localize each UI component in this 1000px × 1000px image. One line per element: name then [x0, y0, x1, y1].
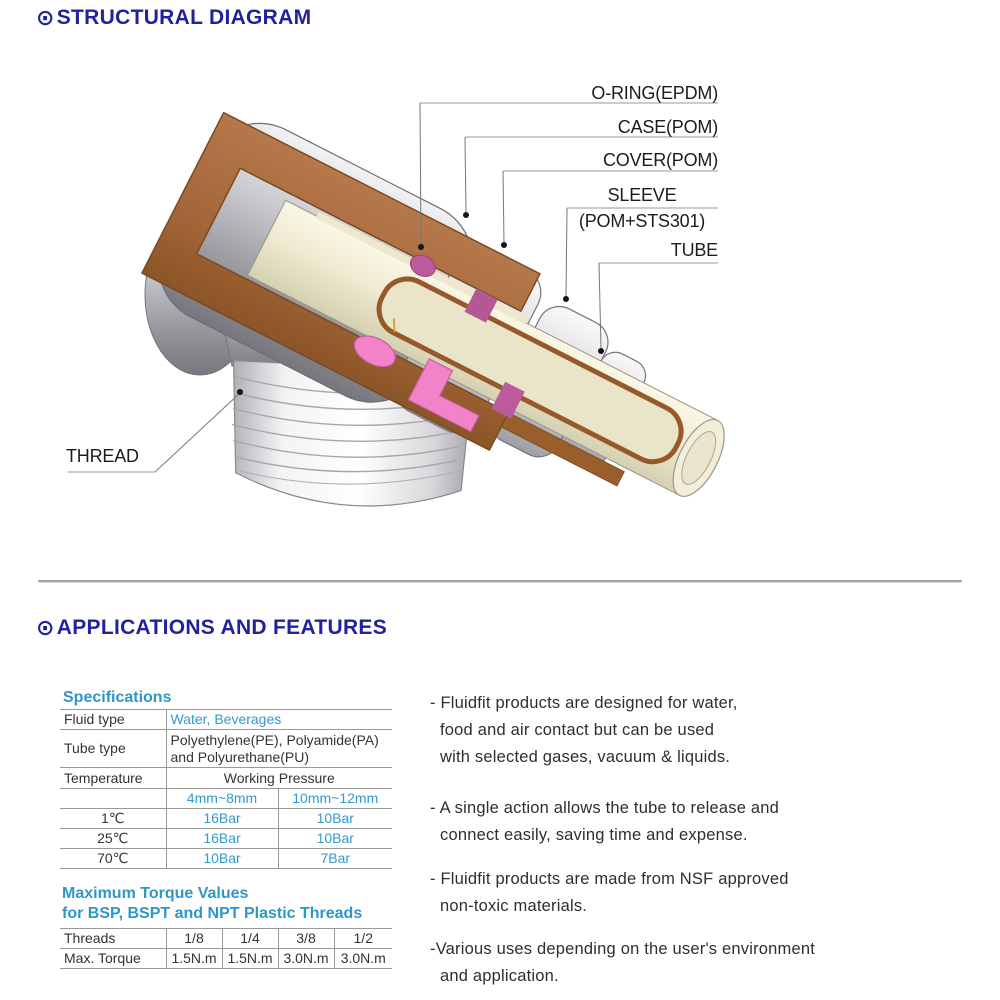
table-row: [60, 829, 392, 849]
leader-tube: [598, 263, 718, 354]
working-pressure-header: Working Pressure: [166, 768, 392, 789]
pressure-1c-small: 16Bar: [166, 809, 278, 829]
size-col1-header: 4mm~8mm: [166, 789, 278, 809]
tube-type-label: Tube type: [60, 730, 166, 768]
torque-title-line1: Maximum Torque Values: [62, 885, 249, 902]
fluid-type-value: Water, Beverages: [166, 710, 392, 730]
pressure-70c-small: 10Bar: [166, 849, 278, 869]
table-row: [60, 849, 392, 869]
torque-table: [60, 928, 392, 969]
feature-item: [430, 795, 779, 849]
feature-line: -Various uses depending on the user's environment: [430, 940, 816, 958]
torque-value-1: 1.5N.m: [166, 949, 222, 969]
label-case: CASE(POM): [617, 117, 718, 137]
label-sleeve-line1: SLEEVE: [607, 185, 677, 205]
label-tube: TUBE: [670, 240, 718, 260]
table-row: [60, 809, 392, 829]
thread-size-1: 1/8: [166, 929, 222, 949]
feature-line: connect easily, saving time and expense.: [440, 826, 748, 844]
tube-type-value-line1: Polyethylene(PE), Polyamide(PA): [170, 731, 379, 748]
specifications-table: [60, 709, 392, 869]
specifications-title: Specifications: [63, 689, 172, 706]
applications-heading: [36, 616, 387, 640]
size-col2-header: 10mm~12mm: [278, 789, 392, 809]
feature-item: [430, 690, 738, 771]
feature-line: - Fluidfit products are made from NSF approved: [430, 870, 789, 888]
target-circle-icon: ⊙: [36, 615, 55, 640]
table-row: [60, 710, 392, 730]
feature-item: [430, 936, 815, 990]
feature-line: - Fluidfit products are designed for water,: [430, 694, 738, 712]
fluid-type-label: Fluid type: [60, 710, 166, 730]
pressure-1c-large: 10Bar: [278, 809, 392, 829]
feature-line: with selected gases, vacuum & liquids.: [440, 748, 731, 766]
torque-title-line2: for BSP, BSPT and NPT Plastic Threads: [62, 905, 363, 922]
structural-diagram-title: STRUCTURAL DIAGRAM: [56, 6, 312, 29]
torque-value-3: 3.0N.m: [278, 949, 334, 969]
pressure-25c-large: 10Bar: [278, 829, 392, 849]
pressure-70c-large: 7Bar: [278, 849, 392, 869]
section-divider: [38, 580, 962, 582]
torque-title: [62, 884, 362, 924]
feature-item: [430, 866, 789, 920]
label-cover: COVER(POM): [602, 150, 718, 170]
torque-value-4: 3.0N.m: [334, 949, 392, 969]
label-sleeve: [566, 185, 718, 232]
temp-70c: 70℃: [60, 849, 166, 869]
empty-cell: [60, 789, 166, 809]
tube-type-value: [166, 730, 392, 768]
table-row: [60, 768, 392, 789]
max-torque-label: Max. Torque: [60, 949, 166, 969]
label-thread: THREAD: [66, 446, 139, 466]
torque-value-2: 1.5N.m: [222, 949, 278, 969]
temp-1c: 1℃: [60, 809, 166, 829]
feature-line: non-toxic materials.: [440, 897, 588, 915]
applications-title: APPLICATIONS AND FEATURES: [56, 616, 388, 639]
target-circle-icon: ⊙: [36, 5, 55, 30]
table-row: [60, 730, 392, 768]
thread-size-3: 3/8: [278, 929, 334, 949]
temp-25c: 25℃: [60, 829, 166, 849]
pressure-25c-small: 16Bar: [166, 829, 278, 849]
thread-size-2: 1/4: [222, 929, 278, 949]
threads-header: Threads: [60, 929, 166, 949]
feature-line: food and air contact but can be used: [440, 721, 715, 739]
feature-line: and application.: [440, 967, 559, 985]
feature-line: - A single action allows the tube to release and: [430, 799, 779, 817]
table-row: [60, 929, 392, 949]
table-row: [60, 949, 392, 969]
tube-type-value-line2: and Polyurethane(PU): [170, 748, 310, 765]
table-row: [60, 789, 392, 809]
temperature-label: Temperature: [60, 768, 166, 789]
label-o-ring: O-RING(EPDM): [591, 83, 718, 103]
thread-size-4: 1/2: [334, 929, 392, 949]
label-sleeve-line2: (POM+STS301): [578, 211, 706, 231]
